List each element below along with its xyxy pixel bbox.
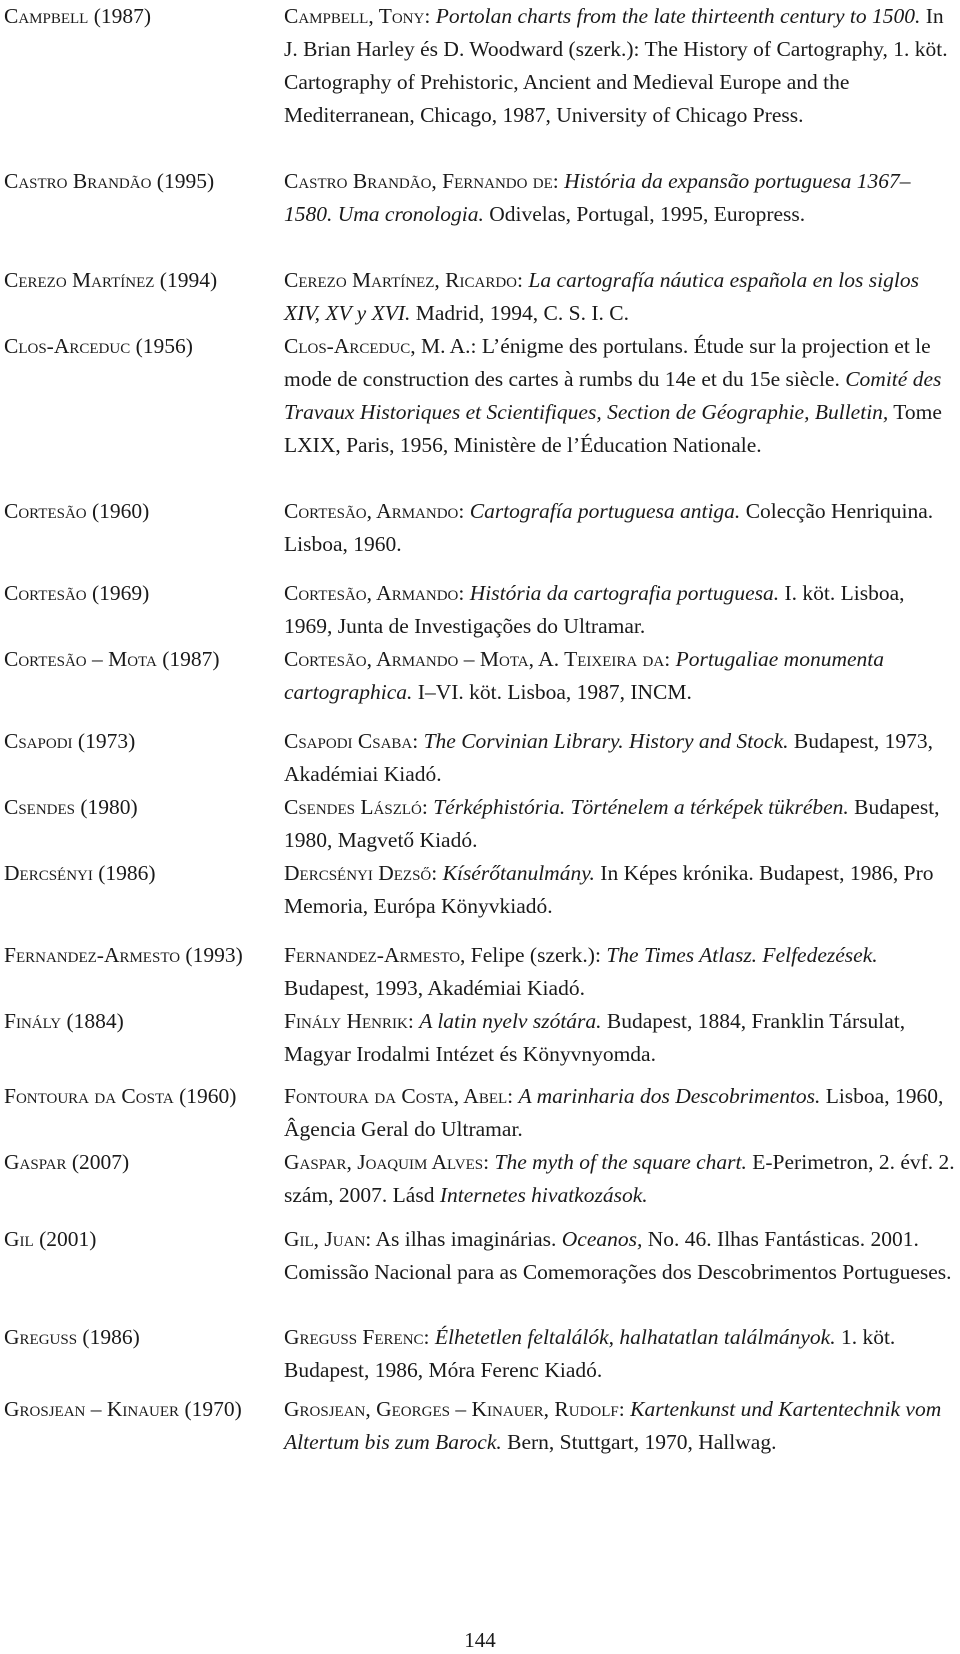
entries-4-ref-run: Cartografía portuguesa antiga. [469, 499, 741, 523]
reference-text [284, 643, 956, 709]
entries-10-key-run: (1993) [180, 943, 243, 967]
entries-6-key-run: (1987) [156, 647, 220, 671]
entries-0-ref-run: Portolan charts from the late thirteenth century to 1500. [435, 4, 921, 28]
entries-9-key-run: (1986) [92, 861, 156, 885]
entries-16-ref-run: Kartenkunst und Kartentechnik vom Altertum bis zum Barock. [284, 1397, 942, 1454]
entries-15-key-run: Greguss [4, 1325, 78, 1349]
entries-5-ref-run: I. köt. Lisboa, 1969, Junta de Investigações do Ultramar. [284, 581, 905, 638]
entries-6-ref-run: Portugaliae monumenta cartographica. [284, 647, 884, 704]
entries-10-ref-run: Felipe (szerk.): [465, 943, 607, 967]
entries-13-key-run: (2007) [66, 1150, 130, 1174]
entries-3-ref-run: Clos-Arceduc, [284, 334, 416, 358]
entries-2-key-run: (1994) [154, 268, 218, 292]
entries-4-ref-run: Colecção Henriquina. Lisboa, 1960. [284, 499, 934, 556]
reference-text [284, 165, 956, 231]
citation-key [4, 264, 274, 297]
entries-9-ref-run: Dercsényi Dezső: [284, 861, 438, 885]
entries-7-key-run: (1973) [72, 729, 136, 753]
citation-key [4, 1393, 274, 1426]
citation-key [4, 1146, 274, 1179]
entries-2-ref-run: La cartografía náutica española en los siglos XIV, XV y XVI. [284, 268, 919, 325]
entries-3-key-run: (1956) [130, 334, 193, 358]
entries-9-ref-run: In Képes krónika. Budapest, 1986, Pro Memoria, Európa Könyvkiadó. [284, 861, 934, 918]
entries-8-ref-run: Csendes László: [284, 795, 428, 819]
entries-5-ref-run: História da cartografia portuguesa. [469, 581, 780, 605]
entries-15-ref-run: Greguss Ferenc: [284, 1325, 430, 1349]
citation-key [4, 1223, 274, 1256]
reference-text [284, 1005, 956, 1071]
reference-text [284, 1321, 956, 1387]
entries-3-ref-run: M. A.: L’énigme des portulans. Étude sur la projection et le mode de construction des cartes à rumbs du 14e et du 15e siècle. [284, 334, 931, 391]
entries-12-ref-run: A marinharia dos Descobrimentos. [518, 1084, 821, 1108]
entries-10-ref-run: The Times Atlasz. Felfedezések. [606, 943, 878, 967]
reference-text [284, 264, 956, 330]
reference-text [284, 791, 956, 857]
citation-key [4, 1080, 274, 1113]
entries-11-ref-run: A latin nyelv szótára. [419, 1009, 602, 1033]
entries-13-ref-run: Internetes hivatkozások. [439, 1183, 648, 1207]
entries-13-ref-run: Gaspar, Joaquim Alves: [284, 1150, 490, 1174]
entries-6-key-run: Cortesão – Mota [4, 647, 157, 671]
entries-16-ref-run: Bern, Stuttgart, 1970, Hallwag. [501, 1430, 777, 1454]
reference-text [284, 1146, 956, 1212]
entries-3-ref-run: Comité des Travaux Historiques et Scientifiques, Section de Géographie, Bulletin, [284, 367, 942, 424]
entries-0-ref-run: In J. Brian Harley és D. Woodward (szerk.): The History of Cartography, 1. köt. Cartography of Prehistoric, Ancient and Medieval Europe and the Mediterranean, Chicago, 1987, University of Chicago Press. [284, 4, 948, 127]
entries-8-key-run: (1980) [75, 795, 138, 819]
citation-key [4, 791, 274, 824]
entries-2-key-run: Cerezo Martínez [4, 268, 155, 292]
entries-14-ref-run: Oceanos, [561, 1227, 643, 1251]
citation-key [4, 495, 274, 528]
entries-0-ref-run: Campbell, Tony: [284, 4, 431, 28]
entries-4-key-run: Cortesão [4, 499, 87, 523]
entries-14-ref-run: No. 46. Ilhas Fantásticas. 2001. Comissão Nacional para as Comemorações dos Descobrimentos Portugueses. [284, 1227, 952, 1284]
reference-text [284, 1393, 956, 1459]
entries-8-ref-run: Térképhistória. Történelem a térképek tükrében. [433, 795, 849, 819]
entries-3-key-run: Clos-Arceduc [4, 334, 131, 358]
entries-1-key-run: (1995) [151, 169, 215, 193]
entries-12-key-run: Fontoura da Costa [4, 1084, 174, 1108]
citation-key [4, 1321, 274, 1354]
entries-4-key-run: (1960) [86, 499, 150, 523]
entries-16-key-run: Grosjean – Kinauer [4, 1397, 180, 1421]
entries-1-ref-run: História da expansão portuguesa 1367–1580. Uma cronologia. [284, 169, 911, 226]
entries-14-key-run: Gil [4, 1227, 34, 1251]
entries-10-ref-run: Fernandez-Armesto, [284, 943, 466, 967]
entries-6-ref-run: I–VI. köt. Lisboa, 1987, INCM. [412, 680, 692, 704]
entries-1-ref-run: Odivelas, Portugal, 1995, Europress. [483, 202, 806, 226]
entries-15-key-run: (1986) [77, 1325, 140, 1349]
entries-2-ref-run: Madrid, 1994, C. S. I. C. [410, 301, 629, 325]
reference-text [284, 330, 956, 462]
entries-5-key-run: (1969) [86, 581, 150, 605]
entries-11-key-run: (1884) [61, 1009, 124, 1033]
reference-text [284, 725, 956, 791]
entries-11-ref-run: Budapest, 1884, Franklin Társulat, Magyar Irodalmi Intézet és Könyvnyomda. [284, 1009, 906, 1066]
entries-12-ref-run: Lisboa, 1960, Âgencia Geral do Ultramar. [284, 1084, 944, 1141]
entries-3-ref-run: Tome LXIX, Paris, 1956, Ministère de l’Éducation Nationale. [284, 400, 942, 457]
citation-key [4, 165, 274, 198]
entries-11-ref-run: Finály Henrik: [284, 1009, 414, 1033]
entries-14-key-run: (2001) [33, 1227, 97, 1251]
entries-16-ref-run: Grosjean, Georges – Kinauer, Rudolf: [284, 1397, 625, 1421]
citation-key [4, 725, 274, 758]
entries-15-ref-run: Élhetetlen feltalálók, halhatatlan találmányok. [434, 1325, 836, 1349]
entries-12-ref-run: Fontoura da Costa, Abel: [284, 1084, 514, 1108]
entries-14-ref-run: As ilhas imaginárias. [371, 1227, 562, 1251]
entries-10-ref-run: Budapest, 1993, Akadémiai Kiadó. [284, 976, 585, 1000]
entries-10-key-run: Fernandez-Armesto [4, 943, 181, 967]
entries-4-ref-run: Cortesão, Armando: [284, 499, 465, 523]
entries-7-key-run: Csapodi [4, 729, 73, 753]
entries-12-key-run: (1960) [173, 1084, 237, 1108]
entries-7-ref-run: Csapodi Csaba: [284, 729, 419, 753]
citation-key [4, 857, 274, 890]
entries-7-ref-run: The Corvinian Library. History and Stock. [423, 729, 789, 753]
entries-13-ref-run: E-Perimetron, 2. évf. 2. szám, 2007. Lásd [284, 1150, 955, 1207]
entries-7-ref-run: Budapest, 1973, Akadémiai Kiadó. [284, 729, 934, 786]
entries-2-ref-run: Cerezo Martínez, Ricardo: [284, 268, 523, 292]
citation-key [4, 577, 274, 610]
reference-text [284, 577, 956, 643]
citation-key [4, 330, 274, 363]
entries-9-ref-run: Kísérőtanulmány. [442, 861, 595, 885]
citation-key [4, 939, 274, 972]
entries-13-ref-run: The myth of the square chart. [494, 1150, 747, 1174]
entries-11-key-run: Finály [4, 1009, 62, 1033]
reference-text [284, 939, 956, 1005]
entries-1-ref-run: Castro Brandão, Fernando de: [284, 169, 559, 193]
entries-8-ref-run: Budapest, 1980, Magvető Kiadó. [284, 795, 940, 852]
entries-1-key-run: Castro Brandão [4, 169, 152, 193]
entries-13-key-run: Gaspar [4, 1150, 67, 1174]
entries-0-key-run: (1987) [88, 4, 152, 28]
citation-key [4, 643, 274, 676]
entries-8-key-run: Csendes [4, 795, 76, 819]
citation-key [4, 0, 274, 33]
entries-14-ref-run: Gil, Juan: [284, 1227, 372, 1251]
reference-text [284, 1223, 956, 1289]
entries-0-key-run: Campbell [4, 4, 89, 28]
entries-15-ref-run: 1. köt. Budapest, 1986, Móra Ferenc Kiadó. [284, 1325, 896, 1382]
reference-text [284, 1080, 956, 1146]
page-number: 144 [464, 1628, 496, 1652]
entries-5-ref-run: Cortesão, Armando: [284, 581, 465, 605]
entries-16-key-run: (1970) [179, 1397, 242, 1421]
reference-text [284, 495, 956, 561]
entries-5-key-run: Cortesão [4, 581, 87, 605]
entries-6-ref-run: Cortesão, Armando – Mota, A. Teixeira da: [284, 647, 671, 671]
entries-9-key-run: Dercsényi [4, 861, 93, 885]
reference-text [284, 0, 956, 132]
reference-text [284, 857, 956, 923]
citation-key [4, 1005, 274, 1038]
